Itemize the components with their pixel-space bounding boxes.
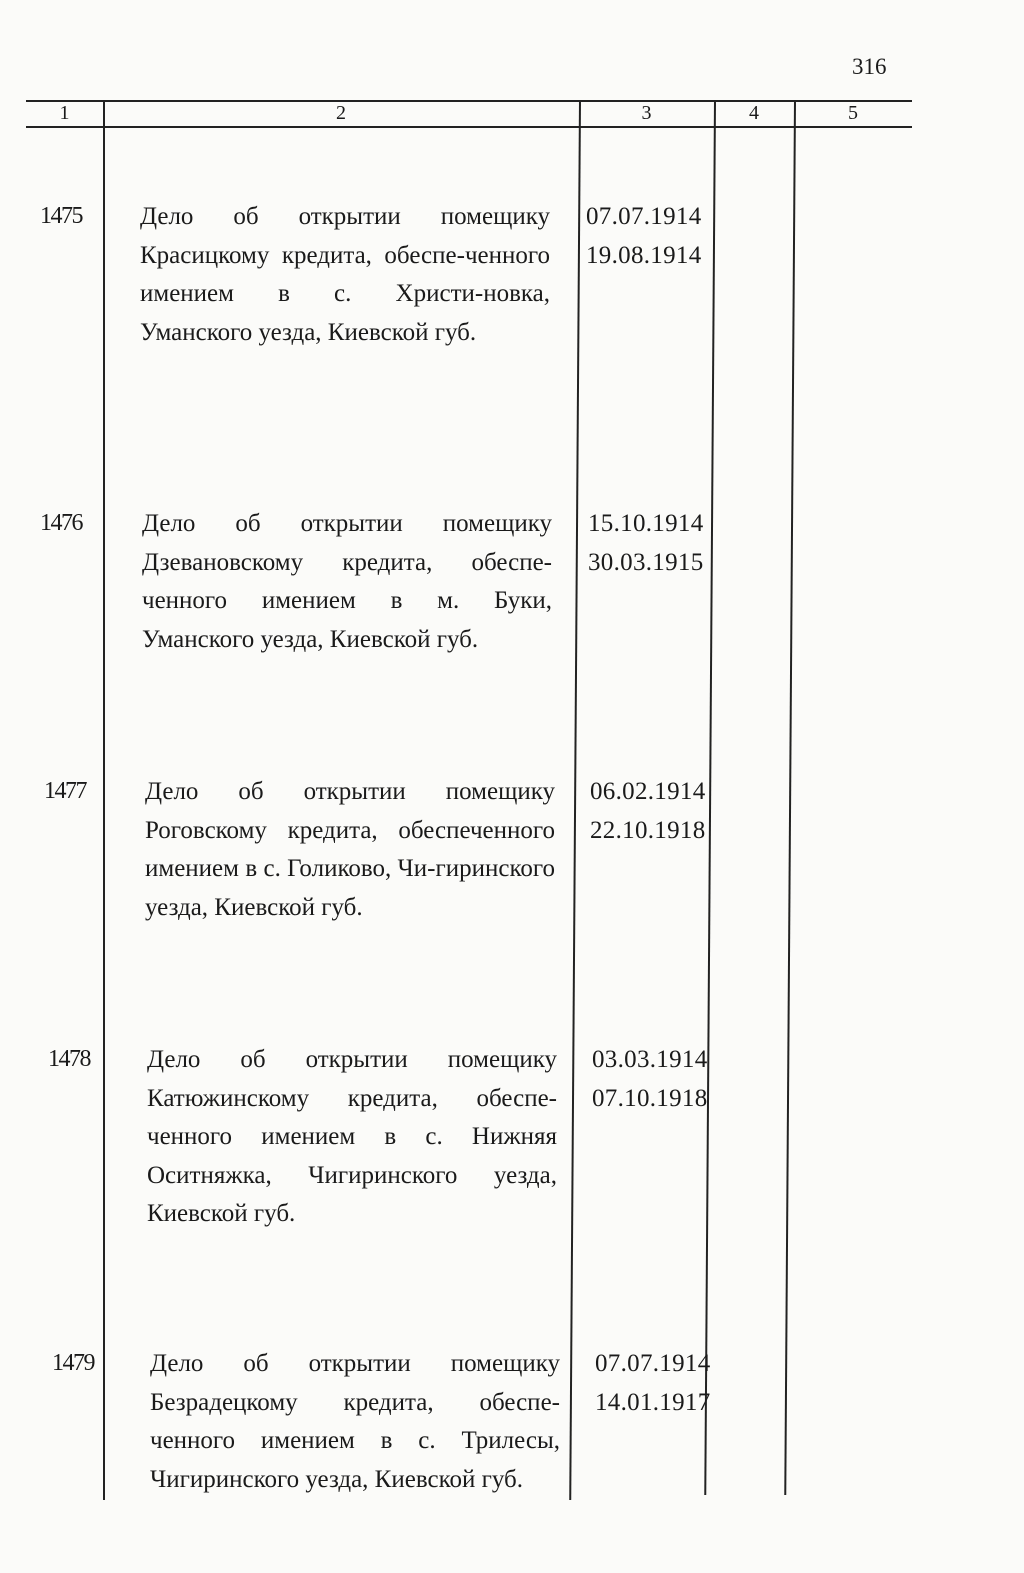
row-dates <box>595 1345 725 1422</box>
date-start: 03.03.1914 <box>592 1046 708 1073</box>
row-dates <box>592 1041 722 1118</box>
date-end: 30.03.1915 <box>588 548 704 576</box>
column-header-2: 2 <box>336 102 346 124</box>
column-header-4: 4 <box>749 102 759 124</box>
row-description: Дело об открытии помещику Красицкому кредита, обеспе-ченного имением в с. Христи-новка, Уманского уезда, Киевской губ. <box>140 203 550 346</box>
date-end: 22.10.1918 <box>590 816 706 844</box>
row-description: Дело об открытии помещику Катюжинскому кредита, обеспе-ченного имением в с. Нижняя Оситняжка, Чигиринского уезда, Киевской губ. <box>147 1046 557 1227</box>
row-number: 1475 <box>40 203 82 229</box>
row-number: 1479 <box>52 1350 94 1376</box>
row-number: 1478 <box>48 1046 90 1072</box>
date-start: 06.02.1914 <box>590 778 706 805</box>
page-number: 316 <box>852 54 887 79</box>
row-number: 1477 <box>44 778 86 804</box>
date-start: 07.07.1914 <box>586 203 702 230</box>
row-dates <box>590 773 720 850</box>
date-end: 14.01.1917 <box>595 1388 711 1416</box>
row-description: Дело об открытии помещику Дзевановскому кредита, обеспе-ченного имением в м. Буки, Уманского уезда, Киевской губ. <box>142 510 552 653</box>
table-header-rule <box>26 126 912 128</box>
date-start: 15.10.1914 <box>588 510 704 537</box>
date-start: 07.07.1914 <box>595 1350 711 1377</box>
row-description: Дело об открытии помещику Безрадецкому кредита, обеспе-ченного имением в с. Трилесы, Чигиринского уезда, Киевской губ. <box>150 1350 560 1493</box>
row-dates <box>588 505 718 582</box>
column-header-1: 1 <box>59 102 70 124</box>
column-header-5: 5 <box>848 102 858 124</box>
row-dates <box>586 198 716 275</box>
column-divider-2 <box>569 100 581 1500</box>
date-end: 19.08.1914 <box>586 241 702 269</box>
row-number: 1476 <box>40 510 82 536</box>
column-divider-4 <box>784 100 796 1495</box>
row-description: Дело об открытии помещику Роговскому кредита, обеспеченного имением в с. Голиково, Чи-гиринского уезда, Киевской губ. <box>145 778 555 921</box>
column-header-3: 3 <box>641 102 652 124</box>
date-end: 07.10.1918 <box>592 1084 708 1112</box>
